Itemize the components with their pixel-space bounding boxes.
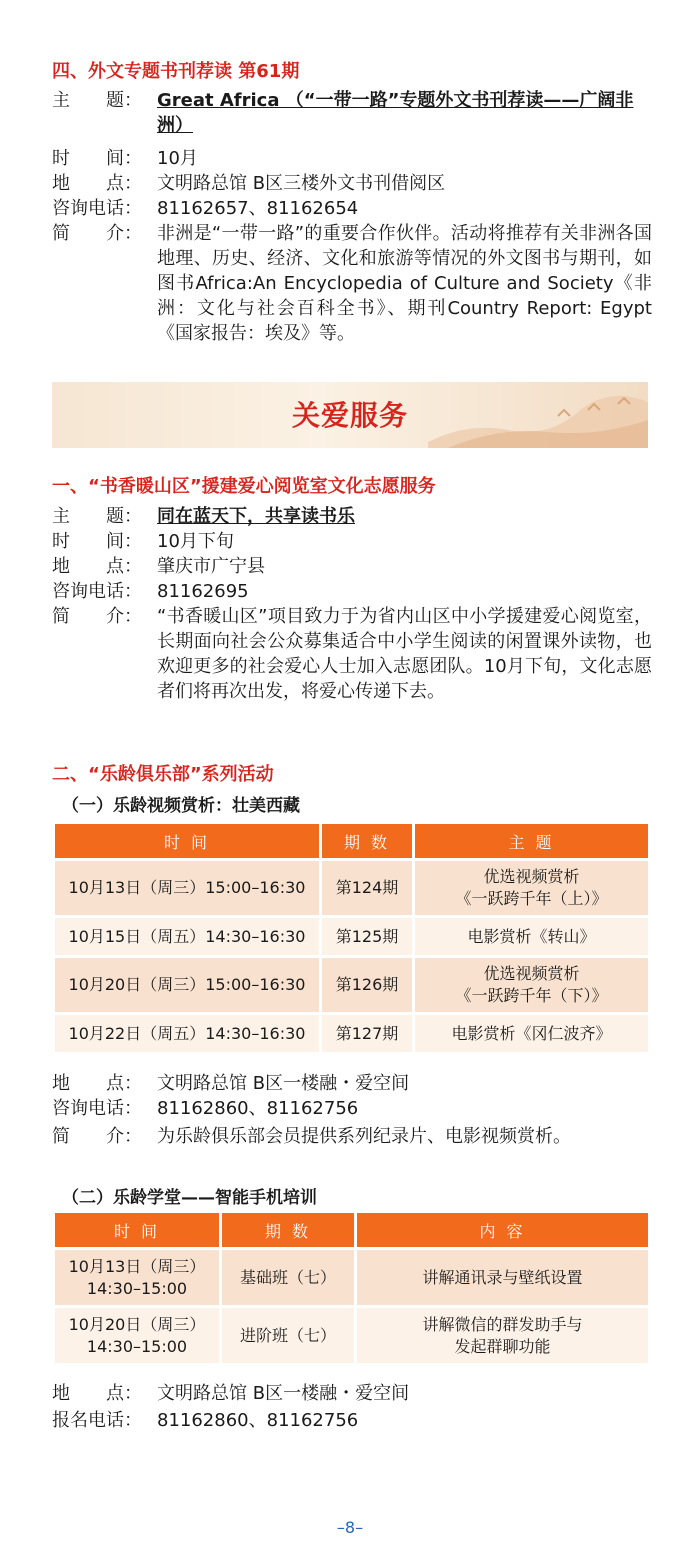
place-label: 地 点： [52,556,142,577]
place-label: 地 点： [52,173,142,194]
place-row [52,1381,652,1406]
subsection-title-video: （一）乐龄视频赏析：壮美西藏 [62,796,300,816]
section-heading-club: 二、“乐龄俱乐部”系列活动 [52,764,274,785]
date-line: 10月13日（周三） [68,1256,206,1276]
header-time: 时 间 [55,1213,219,1247]
cell-time: 10月20日（周三）15:00–16:30 [55,958,319,1012]
header-issue: 期 数 [322,824,412,858]
cell-issue: 第124期 [322,861,412,915]
place-row [52,171,652,196]
phone-value: 81162860、81162756 [157,1098,359,1119]
time-row [52,146,652,171]
cell-topic: 电影赏析《转山》 [415,918,648,955]
cell-time: 10月15日（周五）14:30–16:30 [55,918,319,955]
date-line: 10月20日（周三） [68,1314,206,1334]
care-service-banner [52,382,648,448]
table-row [55,1308,648,1363]
topic-label: 主 题： [52,90,142,111]
cell-issue: 第127期 [322,1015,412,1052]
cell-time: 10月22日（周五）14:30–16:30 [55,1015,319,1052]
cell-content [357,1308,648,1363]
topic-line: 《一跃跨千年（下）》 [455,986,608,1005]
header-issue: 期 数 [222,1213,354,1247]
phone-row [52,579,652,604]
topic-value: Great Africa （“一带一路”专题外文书刊荐读——广阔非洲） [157,90,634,136]
place-row [52,554,652,579]
time-label: 时 间： [52,531,142,552]
table-row [55,958,648,1012]
content-line: 发起群聊功能 [454,1336,551,1356]
section-heading-foreign-books: 四、外文专题书刊荐读 第61期 [52,61,300,82]
signup-phone-label: 报名电话： [52,1410,142,1431]
banner-title: 关爱服务 [291,399,408,432]
training-schedule-table [52,1210,651,1366]
content-line: 讲解微信的群发助手与 [422,1314,583,1334]
header-topic: 主 题 [415,824,648,858]
place-label: 地 点： [52,1073,142,1094]
intro-label: 简 介： [52,1126,142,1147]
time-label: 时 间： [52,148,142,169]
phone-value: 81162657、81162654 [157,198,359,219]
page-number: –8– [336,1518,364,1537]
cell-issue: 基础班（七） [222,1250,354,1305]
table-row [55,861,648,915]
place-value: 文明路总馆 B区一楼融・爱空间 [157,1383,410,1404]
place-value: 肇庆市广宁县 [157,556,265,577]
topic-label: 主 题： [52,506,142,527]
place-row [52,1071,652,1096]
intro-value: 为乐龄俱乐部会员提供系列纪录片、电影视频赏析。 [157,1126,571,1147]
topic-value: 同在蓝天下，共享读书乐 [157,506,355,527]
intro-row [52,221,652,346]
cell-topic: 电影赏析《冈仁波齐》 [415,1015,648,1052]
hours-line: 14:30–15:00 [86,1278,188,1298]
phone-label: 咨询电话： [52,198,142,219]
phone-label: 咨询电话： [52,1098,142,1119]
intro-row [52,1124,652,1149]
signup-phone-row [52,1408,652,1433]
cell-issue: 进阶班（七） [222,1308,354,1363]
place-label: 地 点： [52,1383,142,1404]
phone-row [52,196,652,221]
intro-value: “书香暖山区”项目致力于为省内山区中小学援建爱心阅览室，长期面向社会公众募集适合中小学生阅读的闲置课外读物，也欢迎更多的社会爱心人士加入志愿团队。10月下旬，文化志愿者们将再次出发，将爱心传递下去。 [157,606,652,702]
signup-phone-value: 81162860、81162756 [157,1410,359,1431]
table-row [55,918,648,955]
cell-time [55,1308,219,1363]
table-row [55,1250,648,1305]
cell-time [55,1250,219,1305]
cell-content: 讲解通讯录与壁纸设置 [357,1250,648,1305]
topic-row [52,88,652,138]
cell-time: 10月13日（周三）15:00–16:30 [55,861,319,915]
table-header-row [55,1213,648,1247]
hours-line: 14:30–15:00 [86,1336,188,1356]
phone-label: 咨询电话： [52,581,142,602]
place-value: 文明路总馆 B区一楼融・爱空间 [157,1073,410,1094]
intro-label: 简 介： [52,223,142,244]
header-time: 时 间 [55,824,319,858]
subsection-title-phone-training: （二）乐龄学堂——智能手机培训 [62,1188,317,1208]
topic-line: 《一跃跨千年（上）》 [455,889,608,908]
cell-topic [415,958,648,1012]
cell-issue: 第125期 [322,918,412,955]
video-schedule-table [52,821,651,1055]
place-value: 文明路总馆 B区三楼外文书刊借阅区 [157,173,446,194]
intro-row [52,604,652,704]
table-header-row [55,824,648,858]
topic-line: 优选视频赏析 [483,867,580,886]
table-row [55,1015,648,1052]
intro-value: 非洲是“一带一路”的重要合作伙伴。活动将推荐有关非洲各国地理、历史、经济、文化和旅游等情况的外文图书与期刊，如图书Africa:An Encyclopedia of Culture and Society《非洲：文化与社会百科全书》、期刊Country Report: Egypt《国家报告：埃及》等。 [157,223,652,344]
time-row [52,529,652,554]
header-content: 内 容 [357,1213,648,1247]
phone-row [52,1096,652,1121]
section-heading-volunteer: 一、“书香暖山区”援建爱心阅览室文化志愿服务 [52,476,436,497]
phone-value: 81162695 [157,581,249,602]
topic-line: 优选视频赏析 [483,964,580,983]
intro-label: 简 介： [52,606,142,627]
topic-row [52,504,652,529]
cell-topic [415,861,648,915]
time-value: 10月下旬 [157,531,234,552]
cell-issue: 第126期 [322,958,412,1012]
time-value: 10月 [157,148,198,169]
